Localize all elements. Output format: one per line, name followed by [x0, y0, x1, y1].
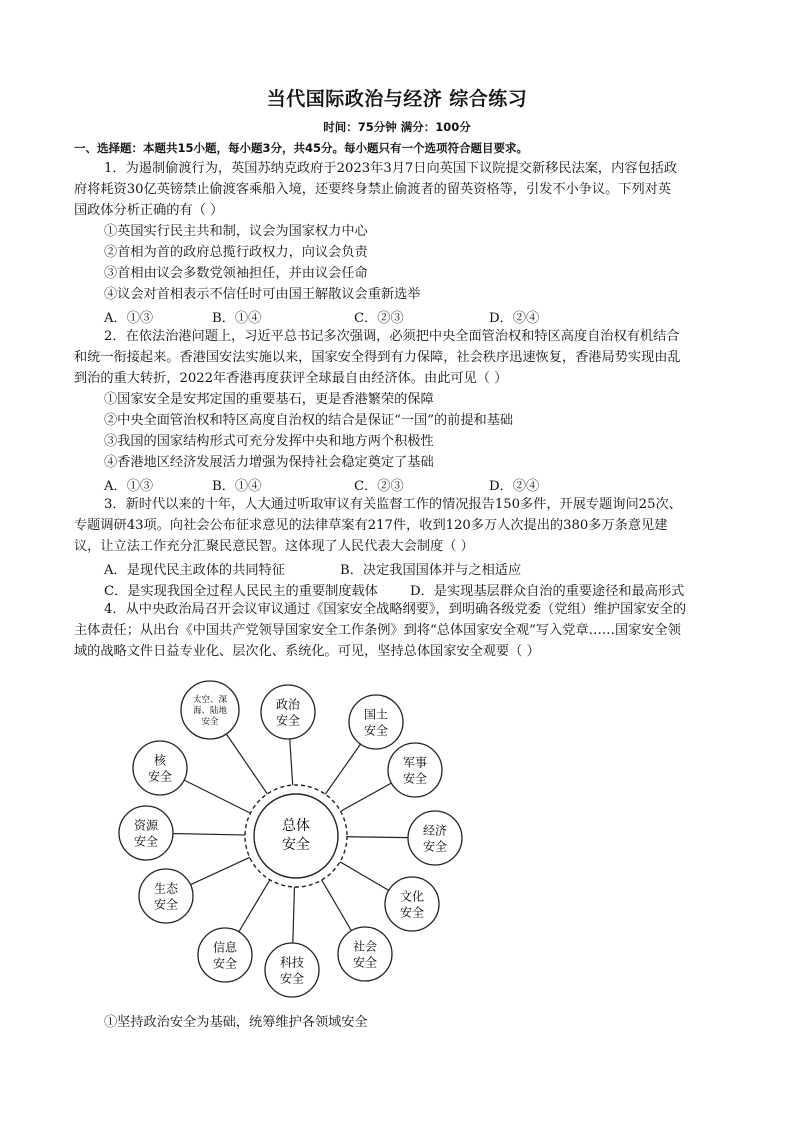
q4-stem-line: 域的战略文件日益专业化、层次化、系统化。可见，坚持总体国家安全观要（ ） — [74, 644, 540, 659]
national-security-diagram — [100, 670, 500, 1000]
center-label-line: 安全 — [282, 837, 310, 853]
q2-statement: ③我国的国家结构形式可充分发挥中央和地方两个积极性 — [104, 434, 434, 449]
node-label-line: 安全 — [133, 834, 159, 849]
node-label-line: 安全 — [201, 717, 219, 728]
node-label-line: 安全 — [402, 771, 428, 786]
q4-statement: ①坚持政治安全为基础，统筹维护各领域安全 — [104, 1015, 368, 1030]
node-label-line: 军事 — [402, 755, 428, 770]
node-label-line: 生态 — [153, 881, 179, 896]
q4-stem-line: 主体责任；从出台《中国共产党领导国家安全工作条例》到将“总体国家安全观”写入党章……国家安全领 — [74, 623, 681, 638]
q3-stem-line: 专题调研43项。向社会公布征求意见的法律草案有217件，收到120多万人次提出的380多万条意见建 — [74, 518, 668, 533]
node-label-line: 核 — [153, 753, 167, 768]
q1-statement: ②首相为首的政府总揽行政权力，向议会负责 — [104, 245, 368, 260]
q2-option-d[interactable]: D．②④ — [489, 479, 540, 494]
node-label-line: 安全 — [275, 713, 301, 728]
q3-option-c[interactable]: C．是实现我国全过程人民民主的重要制度载体 — [104, 584, 378, 599]
node-label-line: 安全 — [212, 956, 238, 971]
security-node-cultural — [385, 877, 439, 931]
q3-option-a[interactable]: A．是现代民主政体的共同特征 — [104, 563, 285, 578]
security-node-nuclear — [133, 741, 187, 795]
node-label-line: 海、陆地 — [192, 706, 228, 717]
q2-statement: ④香港地区经济发展活力增强为保持社会稳定奠定了基础 — [104, 455, 434, 470]
q1-stem-line: 府将耗资30亿英镑禁止偷渡客乘船入境，还要终身禁止偷渡者的留英资格等，引发不小争议。下列对英 — [74, 182, 672, 197]
q1-statement: ①英国实行民主共和制，议会为国家权力中心 — [104, 224, 368, 239]
q3-stem-line: 3．新时代以来的十年，人大通过听取审议有关监督工作的情况报告150多件，开展专题询问25次、 — [104, 497, 682, 512]
q3-stem-line: 议，让立法工作充分汇聚民意民智。这体现了人民代表大会制度（ ） — [74, 539, 474, 554]
security-node-social — [338, 927, 392, 981]
page-title: 当代国际政治与经济 综合练习 — [266, 88, 528, 110]
security-node-space-sea-polar — [181, 681, 239, 739]
q1-option-b[interactable]: B．①④ — [212, 311, 262, 326]
q2-statement: ①国家安全是安邦定国的重要基石，更是香港繁荣的保障 — [104, 392, 434, 407]
q2-option-c[interactable]: C．②③ — [354, 479, 404, 494]
node-label-line: 科技 — [279, 955, 305, 970]
node-label-line: 安全 — [363, 723, 389, 738]
node-label-line: 安全 — [399, 905, 425, 920]
q1-statement: ③首相由议会多数党领袖担任，并由议会任命 — [104, 266, 368, 281]
q1-option-c[interactable]: C．②③ — [354, 311, 404, 326]
center-label-line: 总体 — [282, 818, 310, 834]
q3-option-d[interactable]: D．是实现基层群众自治的重要途径和最高形式 — [410, 584, 685, 599]
q1-option-d[interactable]: D．②④ — [489, 311, 540, 326]
security-node-info — [198, 928, 252, 982]
q2-option-a[interactable]: A．①③ — [104, 479, 154, 494]
exam-info: 时间：75分钟 满分：100分 — [323, 120, 471, 134]
security-node-military — [388, 743, 442, 797]
node-label-line: 安全 — [279, 971, 305, 986]
q1-option-a[interactable]: A．①③ — [104, 311, 154, 326]
node-label-line: 安全 — [147, 769, 173, 784]
q3-option-b[interactable]: B．决定我国国体并与之相适应 — [340, 563, 522, 578]
node-label-line: 资源 — [133, 818, 159, 833]
node-label-line: 政治 — [275, 697, 301, 712]
q2-stem-line: 和统一衔接起来。香港国安法实施以来，国家安全得到有力保障，社会秩序迅速恢复，香港局势实现由乱 — [74, 350, 681, 365]
q4-stem-line: 4．从中央政治局召开会议审议通过《国家安全战略纲要》，到明确各级党委（党组）维护国家安全的 — [104, 602, 687, 617]
security-node-tech — [265, 943, 319, 997]
security-node-political — [261, 685, 315, 739]
section-heading: 一、选择题：本题共15小题，每小题3分，共45分。每小题只有一个选项符合题目要求。 — [74, 141, 529, 155]
q1-stem-line: 1．为遏制偷渡行为，英国苏纳克政府于2023年3月7日向英国下议院提交新移民法案，内容包括政 — [104, 161, 678, 176]
node-label-line: 国土 — [363, 707, 389, 722]
q2-statement: ②中央全面管治权和特区高度自治权的结合是保证“一国”的前提和基础 — [104, 413, 514, 428]
node-label-line: 太空、深 — [192, 695, 228, 706]
node-label-line: 文化 — [399, 889, 425, 904]
security-node-ecological — [139, 869, 193, 923]
security-node-economic — [408, 811, 462, 865]
node-label-line: 社会 — [352, 939, 378, 954]
q1-statement: ④议会对首相表示不信任时可由国王解散议会重新选举 — [104, 287, 421, 302]
node-label-line: 安全 — [352, 955, 378, 970]
node-label-line: 经济 — [422, 823, 448, 838]
q2-stem-line: 到治的重大转折，2022年香港再度获评全球最自由经济体。由此可见（ ） — [74, 371, 508, 386]
node-label-line: 安全 — [422, 839, 448, 854]
center-node — [245, 785, 347, 887]
security-node-land — [349, 695, 403, 749]
node-label-line: 安全 — [153, 897, 179, 912]
node-label-line: 信息 — [212, 940, 238, 955]
q2-stem-line: 2．在依法治港问题上，习近平总书记多次强调，必须把中央全面管治权和特区高度自治权有机结合 — [104, 329, 680, 344]
security-node-resource — [119, 806, 173, 860]
q1-stem-line: 国政体分析正确的有（ ） — [74, 203, 224, 218]
q2-option-b[interactable]: B．①④ — [212, 479, 262, 494]
